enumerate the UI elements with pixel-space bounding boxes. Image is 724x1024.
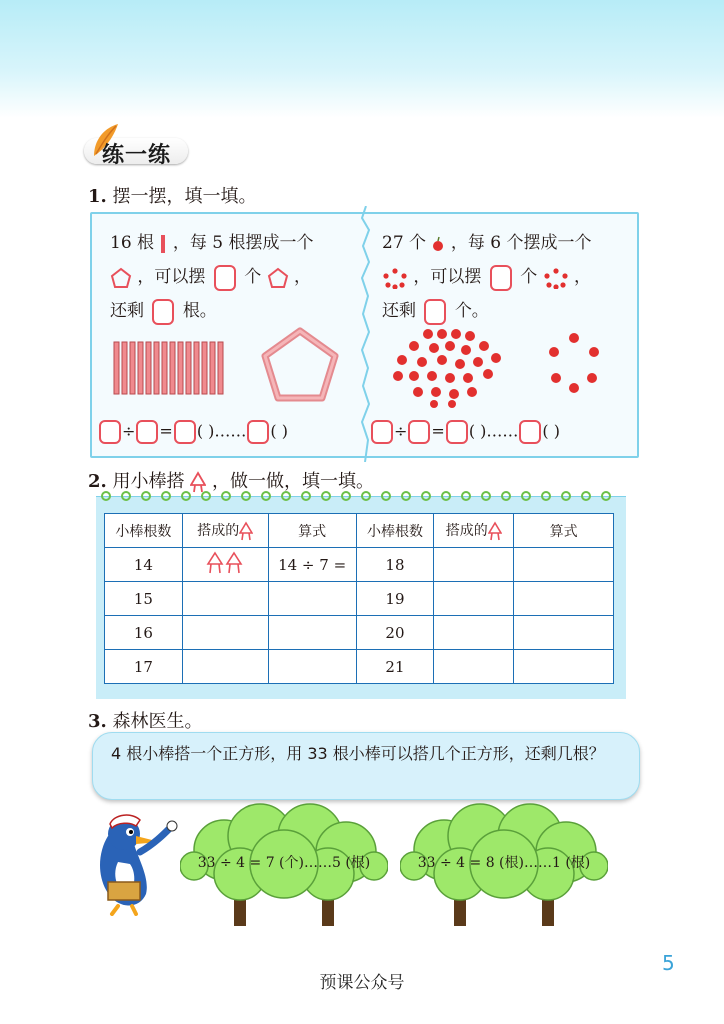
answer-equation: 33 ÷ 4 = 8 (根)……1 (根) [417, 855, 591, 871]
expression-cell[interactable] [514, 616, 614, 650]
triangle-sticks-icon [239, 521, 253, 541]
q1-left-count: 16 根 [110, 233, 155, 253]
sticks-bundle [112, 340, 228, 396]
comma: ， [574, 267, 592, 287]
stick-count: 16 [105, 616, 183, 650]
q2-text-a: 用小棒搭 [112, 471, 185, 492]
stick-count: 20 [356, 616, 434, 650]
shape-cell[interactable] [434, 616, 514, 650]
q2-number: 2. [88, 471, 107, 492]
stick-count: 19 [356, 582, 434, 616]
answer-box[interactable] [152, 299, 174, 325]
q3-number: 3. [88, 711, 107, 732]
answer-box[interactable] [214, 265, 236, 291]
pentagon-of-sticks [260, 326, 340, 404]
answer-box[interactable] [136, 420, 158, 444]
bird-mascot-icon [88, 812, 180, 916]
problem-bubble [92, 732, 640, 800]
q1-card [90, 212, 639, 458]
stick-count: 21 [356, 650, 434, 684]
q1-right-count: 27 个 [382, 233, 427, 253]
remainder-dots: …… [486, 421, 519, 441]
answer-equation: 33 ÷ 4 = 7 (个)……5 (根) [197, 855, 371, 871]
page-number: 5 [662, 951, 675, 975]
comma: ， [294, 267, 312, 287]
paren-blank[interactable]: ( ) [542, 421, 560, 441]
col-header: 小棒根数 [105, 514, 183, 548]
eq-sign: = [159, 421, 173, 441]
expression-cell[interactable] [514, 650, 614, 684]
top-banner [0, 0, 724, 118]
shape-cell[interactable] [182, 582, 268, 616]
remainder-dots: …… [214, 421, 247, 441]
answer-box[interactable] [490, 265, 512, 291]
expression-cell[interactable] [268, 650, 356, 684]
shape-cell[interactable] [182, 548, 268, 582]
pentagon-icon [267, 267, 289, 289]
q2-table [104, 513, 614, 684]
col-header: 小棒根数 [356, 514, 434, 548]
q2-table-panel [96, 496, 626, 699]
q1-right-equation [370, 420, 560, 444]
q1-left-remain: 还剩 [110, 301, 144, 321]
answer-box[interactable] [446, 420, 468, 444]
col-header: 算式 [514, 514, 614, 548]
answer-box[interactable] [371, 420, 393, 444]
expression-cell[interactable]: 14 ÷ 7 = [268, 548, 356, 582]
answer-tree-right[interactable] [400, 802, 608, 926]
section-tab [84, 134, 188, 168]
stick-count: 18 [356, 548, 434, 582]
answer-box[interactable] [519, 420, 541, 444]
col-header [182, 514, 268, 548]
apple-ring [544, 330, 604, 396]
paren-blank[interactable]: ( ) [468, 421, 487, 441]
two-triangles-icon [205, 551, 245, 575]
q1-left-line2 [110, 260, 311, 294]
apple-ring-icon [382, 267, 408, 289]
section-title: 练一练 [102, 143, 172, 168]
stick-count: 15 [105, 582, 183, 616]
expression-cell[interactable] [268, 582, 356, 616]
spiral-binding [96, 489, 626, 505]
q1-left-rule: ，每 5 根摆成一个 [172, 233, 314, 253]
col-header [434, 514, 514, 548]
eq-sign: = [431, 421, 445, 441]
stick-count: 14 [105, 548, 183, 582]
col-header: 算式 [268, 514, 356, 548]
shape-cell[interactable] [434, 582, 514, 616]
paren-blank[interactable]: ( ) [270, 421, 288, 441]
expression-cell[interactable] [268, 616, 356, 650]
answer-tree-left[interactable] [180, 802, 388, 926]
shape-cell[interactable] [434, 650, 514, 684]
problem-text: 4 根小棒搭一个正方形，用 33 根小棒可以搭几个正方形，还剩几根？ [111, 744, 605, 763]
q1-left-can: ，可以摆 [137, 267, 206, 287]
pentagon-icon [110, 267, 132, 289]
triangle-sticks-icon [488, 521, 502, 541]
q1-right-line2 [382, 260, 591, 294]
q1-left-line3 [110, 294, 217, 328]
q1-right-rule: ，每 6 个摆成一个 [450, 233, 592, 253]
answer-box[interactable] [174, 420, 196, 444]
q2-text-b: ，做一做，填一填。 [212, 471, 374, 492]
q1-title [88, 182, 257, 208]
q1-right-remain-unit: 个。 [454, 301, 489, 321]
q1-text: 摆一摆，填一填。 [112, 186, 257, 207]
q3-title [88, 707, 203, 733]
q3-text: 森林医生。 [112, 711, 203, 732]
table-row [105, 548, 614, 582]
answer-box[interactable] [424, 299, 446, 325]
apple-icon [431, 236, 445, 252]
answer-box[interactable] [99, 420, 121, 444]
answer-box[interactable] [247, 420, 269, 444]
apple-ring-icon [543, 267, 569, 289]
table-header-row [105, 514, 614, 548]
q1-left-equation [98, 420, 288, 444]
stick-count: 17 [105, 650, 183, 684]
table-row [105, 582, 614, 616]
stick-icon [159, 234, 167, 254]
apple-pile [388, 326, 512, 408]
q1-right-remain: 还剩 [382, 301, 416, 321]
col-header-text: 搭成的 [197, 523, 240, 539]
expression-cell[interactable] [514, 582, 614, 616]
table-row [105, 650, 614, 684]
answer-box[interactable] [408, 420, 430, 444]
shape-cell[interactable] [182, 616, 268, 650]
shape-cell[interactable] [182, 650, 268, 684]
q1-right-line3 [382, 294, 489, 328]
q1-right-unit: 个 [520, 267, 538, 287]
q1-left-line1 [110, 226, 313, 260]
q1-left-unit: 个 [244, 267, 262, 287]
q1-left-remain-unit: 根。 [182, 301, 217, 321]
shape-cell[interactable] [434, 548, 514, 582]
watermark: 预课公众号 [319, 973, 405, 993]
col-header-text: 搭成的 [445, 523, 488, 539]
q1-right-can: ，可以摆 [413, 267, 482, 287]
div-sign: ÷ [122, 421, 136, 441]
div-sign: ÷ [394, 421, 408, 441]
expression-cell[interactable] [514, 548, 614, 582]
paren-blank[interactable]: ( ) [196, 421, 215, 441]
table-row [105, 616, 614, 650]
q1-right-line1 [382, 226, 591, 260]
q1-number: 1. [88, 186, 107, 207]
